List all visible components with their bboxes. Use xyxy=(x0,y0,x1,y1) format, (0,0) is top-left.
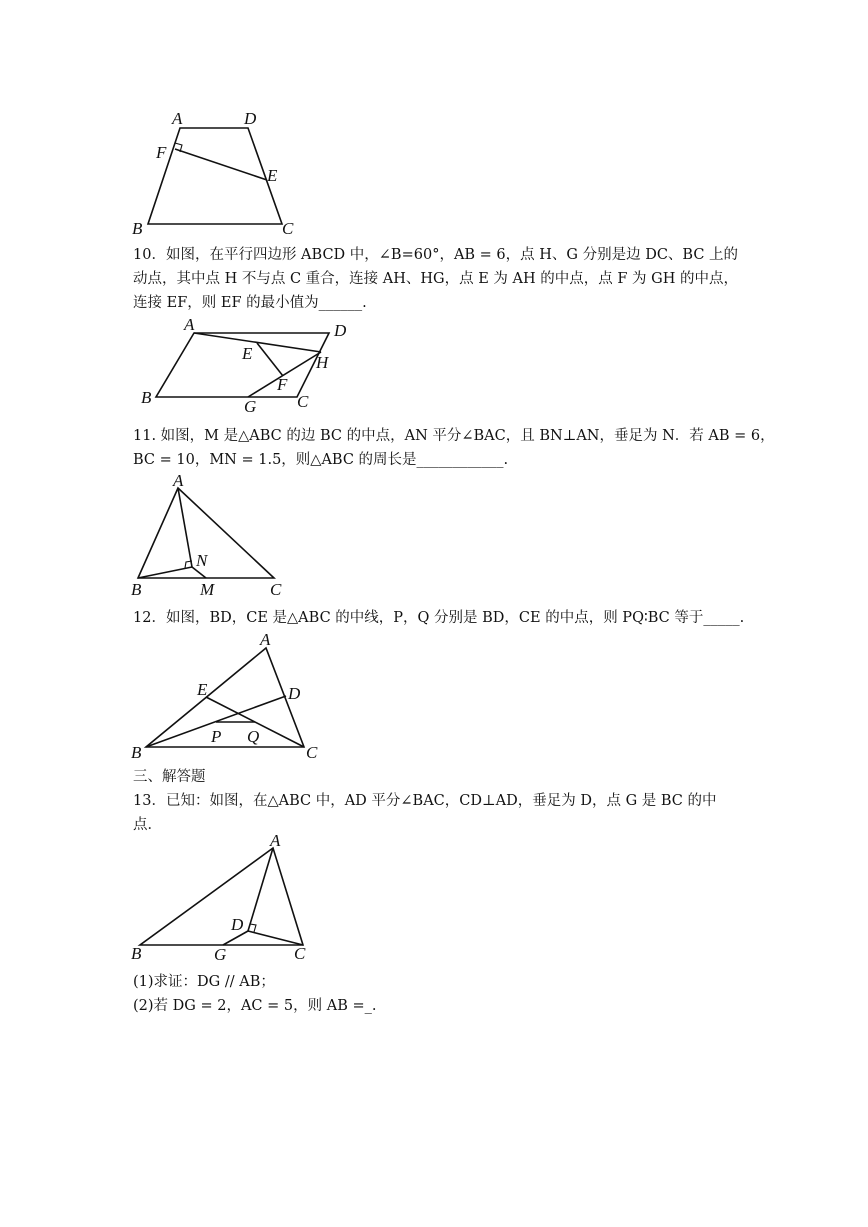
trapezoid-figure xyxy=(110,100,330,240)
segment-ef xyxy=(257,343,283,376)
segment-ad xyxy=(248,848,273,931)
triangle-abc xyxy=(140,848,303,945)
label-h: H xyxy=(316,353,329,372)
q11-line-1: 11. 如图，M 是△ABC 的边 BC 的中点，AN 平分∠BAC，且 BN⊥AN，垂足为 N．若 AB = 6， xyxy=(133,428,775,444)
label-e: E xyxy=(197,680,208,699)
label-d: D xyxy=(244,109,257,128)
q10-line-2: 动点，其中点 H 不与点 C 重合，连接 AH、HG，点 E 为 AH 的中点，点 F 为 GH 的中点， xyxy=(133,271,738,287)
q10-line-1: 10．如图，在平行四边形 ABCD 中，∠B=60°，AB = 6，点 H、G 分别是边 DC、BC 上的 xyxy=(133,247,739,263)
label-b: B xyxy=(131,944,142,963)
question-13-parts xyxy=(133,970,376,1018)
q12-line-1: 12．如图，BD，CE 是△ABC 的中线，P，Q 分别是 BD，CE 的中点，则 PQ∶BC 等于_____. xyxy=(133,610,745,626)
question-10 xyxy=(133,243,738,315)
label-a: A xyxy=(270,831,281,850)
section-3-title: 三、解答题 xyxy=(133,769,206,785)
label-a: A xyxy=(184,315,195,334)
q13-line-1: 13．已知：如图，在△ABC 中，AD 平分∠BAC，CD⊥AD，垂足为 D，点 G 是 BC 的中 xyxy=(133,793,717,809)
label-d: D xyxy=(288,684,301,703)
section-3-heading xyxy=(133,765,206,789)
trapezoid-outline xyxy=(148,128,282,224)
question-12 xyxy=(133,606,744,630)
label-f: F xyxy=(156,143,167,162)
label-a: A xyxy=(260,630,271,649)
label-b: B xyxy=(131,580,142,599)
label-g: G xyxy=(244,397,257,416)
segment-fe xyxy=(175,149,267,180)
label-q: Q xyxy=(247,727,260,746)
label-n: N xyxy=(196,551,208,570)
label-c: C xyxy=(306,743,318,762)
triangle-figure-q11 xyxy=(128,470,298,600)
label-e: E xyxy=(242,344,253,363)
label-g: G xyxy=(214,945,227,964)
question-11 xyxy=(133,424,775,472)
label-b: B xyxy=(131,743,142,762)
label-a: A xyxy=(172,109,183,128)
label-c: C xyxy=(270,580,282,599)
label-b: B xyxy=(132,219,143,238)
q13-part-2: (2)若 DG = 2，AC = 5，则 AB =_. xyxy=(133,998,377,1014)
triangle-figure-q12 xyxy=(128,630,328,765)
q10-line-3: 连接 EF，则 EF 的最小值为______. xyxy=(133,295,367,311)
label-a: A xyxy=(173,471,184,490)
label-c: C xyxy=(297,392,309,411)
segment-ah xyxy=(194,333,321,352)
label-p: P xyxy=(211,727,222,746)
parallelogram-outline xyxy=(156,333,329,397)
parallelogram-figure xyxy=(130,315,360,420)
q11-line-2: BC = 10，MN = 1.5，则△ABC 的周长是____________. xyxy=(133,452,509,468)
label-b: B xyxy=(141,388,152,407)
segment-dc xyxy=(248,931,303,945)
label-e: E xyxy=(267,166,278,185)
q13-part-1: (1)求证：DG // AB； xyxy=(133,974,275,990)
q13-line-2: 点． xyxy=(133,817,162,833)
question-13 xyxy=(133,789,717,837)
label-m: M xyxy=(200,580,215,599)
label-d: D xyxy=(231,915,244,934)
triangle-figure-q13 xyxy=(128,832,328,967)
right-angle-mark xyxy=(250,924,256,932)
label-d: D xyxy=(334,321,347,340)
segment-bn xyxy=(138,567,192,578)
label-c: C xyxy=(294,944,306,963)
label-c: C xyxy=(282,219,294,238)
label-f: F xyxy=(277,375,288,394)
